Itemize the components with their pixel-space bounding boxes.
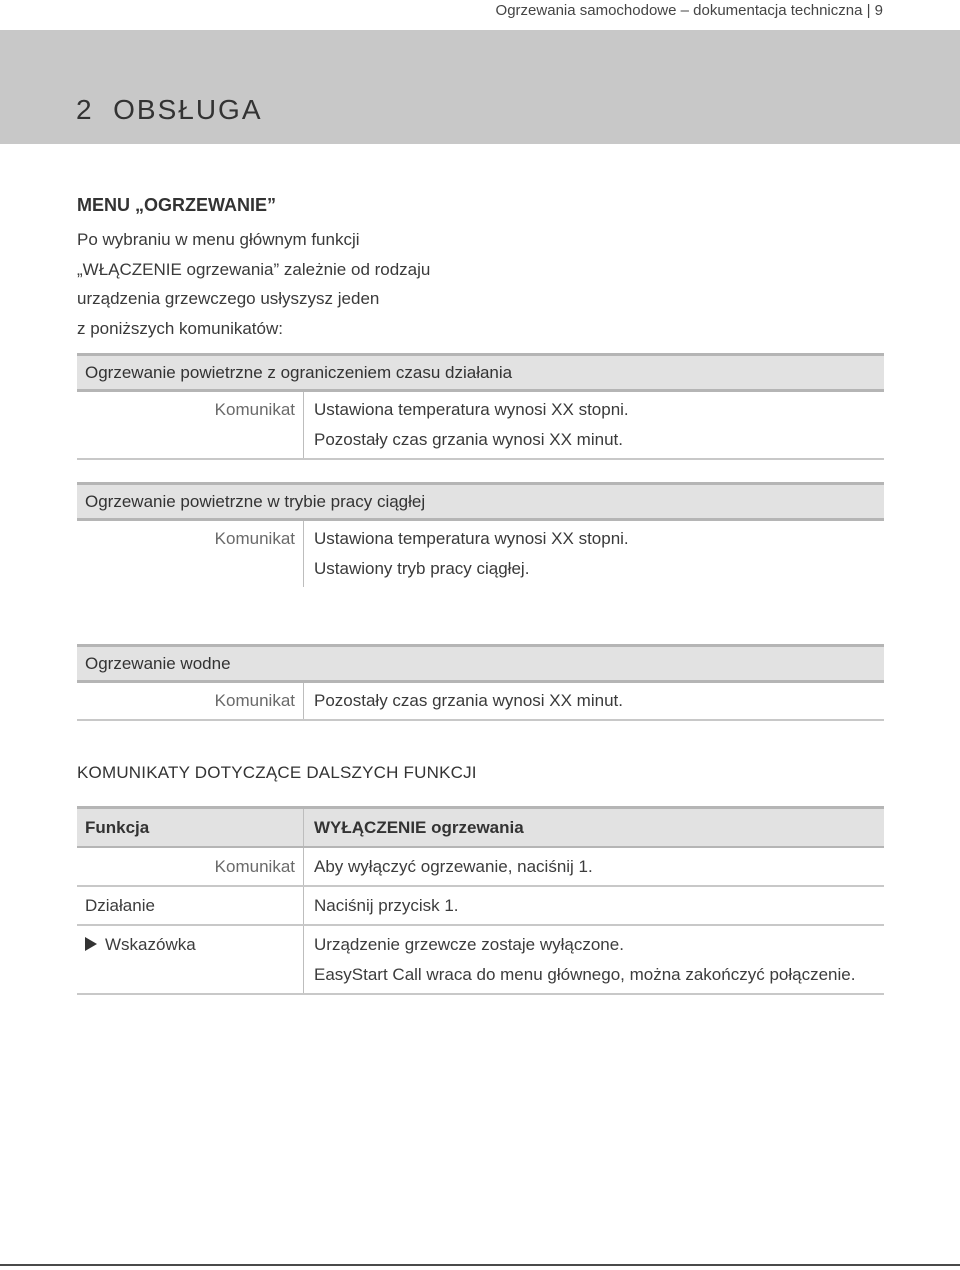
intro-line: „WŁĄCZENIE ogrzewania” zależnie od rodzaju xyxy=(77,259,431,279)
message-line: Ustawiona temperatura wynosi XX stopni. xyxy=(314,400,629,419)
action-value: Naciśnij przycisk 1. xyxy=(314,896,459,915)
arrow-right-icon xyxy=(85,937,97,951)
message-label: Komunikat xyxy=(77,521,304,587)
intro-line: Po wybraniu w menu głównym funkcji xyxy=(77,230,360,249)
message-line: Ustawiona temperatura wynosi XX stopni. xyxy=(314,529,629,548)
message-line: Pozostały czas grzania wynosi XX minut. xyxy=(314,430,623,449)
message-label: Komunikat xyxy=(77,392,304,458)
table-title: Ogrzewanie powietrzne z ograniczeniem czasu działania xyxy=(77,353,884,392)
message-line: Ustawiony tryb pracy ciągłej. xyxy=(314,559,530,578)
table-row xyxy=(77,392,884,460)
message-line: Pozostały czas grzania wynosi XX minut. xyxy=(314,691,623,710)
bottom-rule xyxy=(0,1264,960,1266)
table-row xyxy=(77,521,884,587)
running-head: Ogrzewania samochodowe – dokumentacja techniczna | 9 xyxy=(495,2,883,19)
message-label: Komunikat xyxy=(77,683,304,719)
table-row xyxy=(77,683,884,721)
intro-text xyxy=(77,225,430,343)
hint-row xyxy=(77,926,884,995)
table-water-heating xyxy=(77,644,884,721)
table-title: Ogrzewanie wodne xyxy=(77,644,884,683)
hint-label-cell xyxy=(77,926,304,993)
intro-line: urządzenia grzewczego usłyszysz jeden xyxy=(77,289,380,308)
hint-line: EasyStart Call wraca do menu głównego, można zakończyć połączenie. xyxy=(314,965,856,984)
action-row xyxy=(77,887,884,926)
function-label: Funkcja xyxy=(77,809,304,846)
message-value xyxy=(304,521,629,587)
hint-line: Urządzenie grzewcze zostaje wyłączone. xyxy=(314,935,624,954)
action-label: Działanie xyxy=(77,887,304,924)
message-label: Komunikat xyxy=(77,848,304,885)
intro-line: z poniższych komunikatów: xyxy=(77,318,283,338)
hint-label: Wskazówka xyxy=(105,935,196,954)
message-value: Aby wyłączyć ogrzewanie, naciśnij 1. xyxy=(314,857,593,876)
function-row xyxy=(77,806,884,848)
function-value: WYŁĄCZENIE ogrzewania xyxy=(314,818,524,837)
hint-value xyxy=(304,926,855,993)
chapter-title: 2 OBSŁUGA xyxy=(76,94,263,125)
message-value xyxy=(304,392,629,458)
message-value xyxy=(304,683,623,719)
table-air-heating-time-limited xyxy=(77,353,884,460)
intro-heading: MENU „OGRZEWANIE” xyxy=(77,195,277,215)
functions-table xyxy=(77,806,884,995)
table-air-heating-continuous xyxy=(77,482,884,587)
message-row xyxy=(77,848,884,887)
section-heading: KOMUNIKATY DOTYCZĄCE DALSZYCH FUNKCJI xyxy=(77,763,477,782)
table-title: Ogrzewanie powietrzne w trybie pracy ciągłej xyxy=(77,482,884,521)
chapter-band xyxy=(0,30,960,144)
